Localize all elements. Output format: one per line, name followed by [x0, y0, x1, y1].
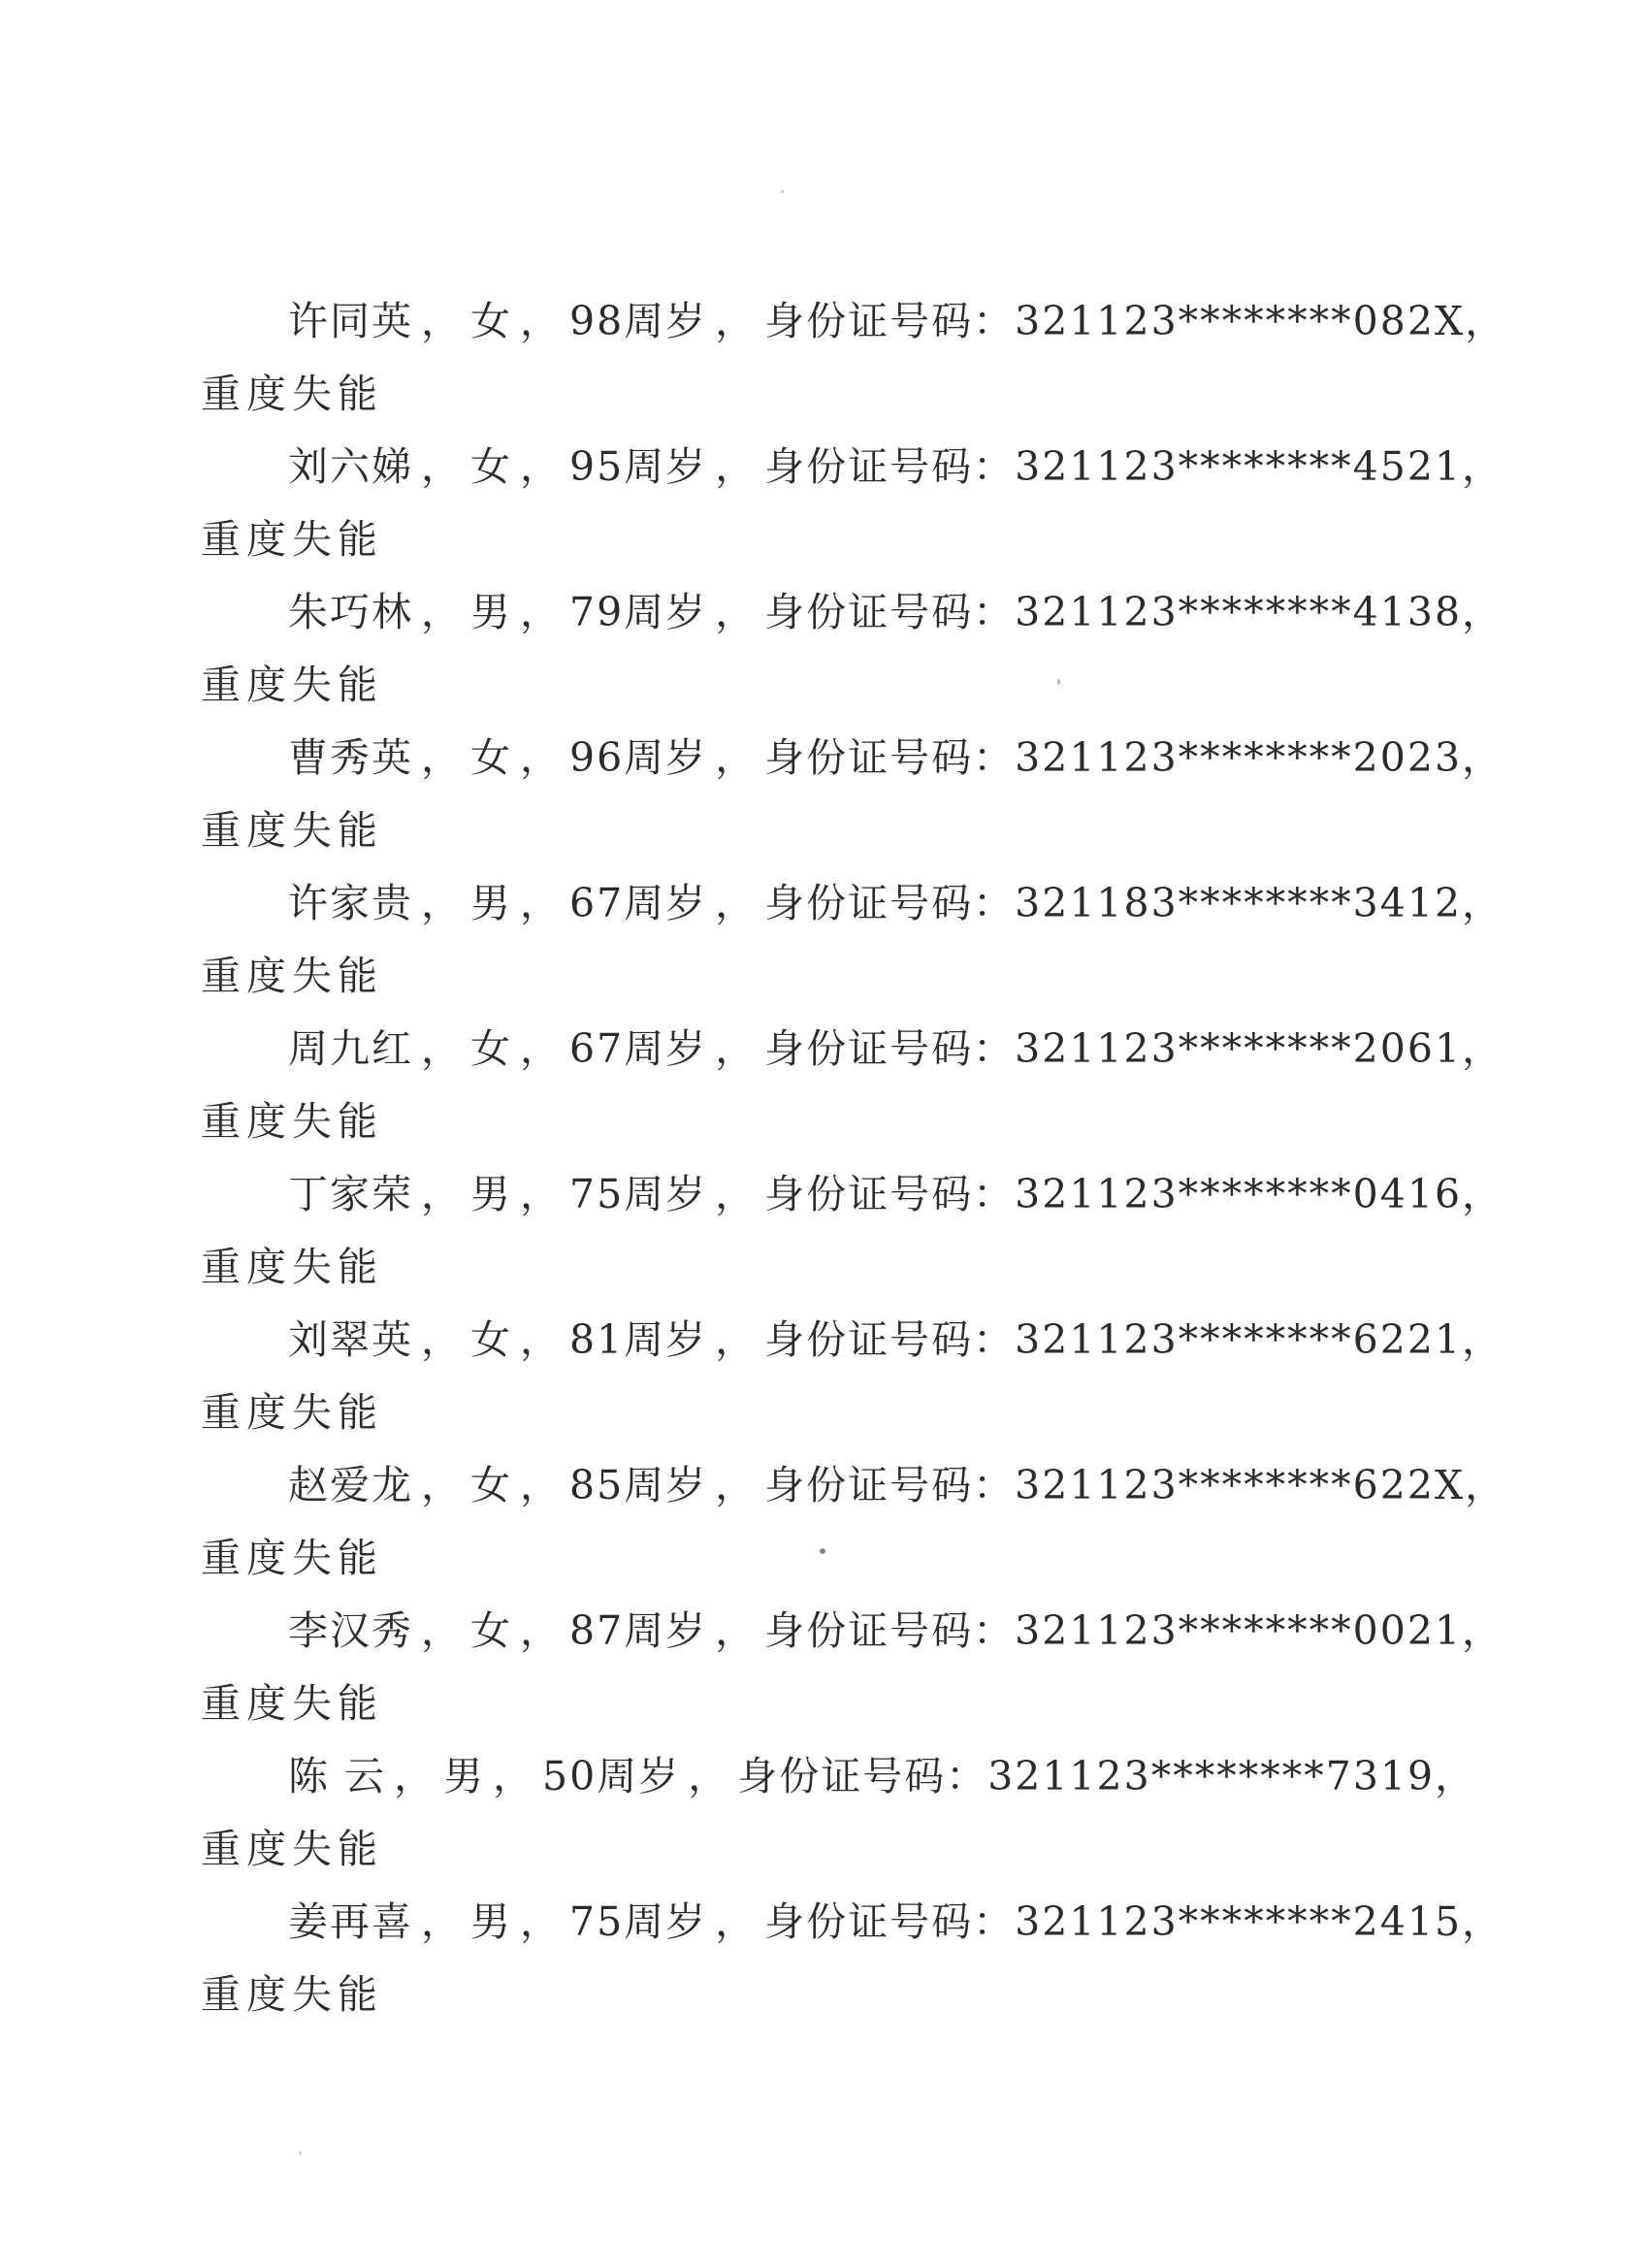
- trail-punct: ，: [1462, 880, 1504, 926]
- entry: [201, 1306, 1504, 1451]
- id-label: 身份证号码：: [764, 1171, 1016, 1217]
- entry-info-line: 许家贵 ， 男 ， 67周岁 ， 身份证号码：321183********3412，: [288, 880, 1504, 926]
- person-gender: 女: [470, 1316, 512, 1363]
- person-gender: 女: [470, 734, 512, 781]
- trail-punct: ，: [1465, 298, 1507, 344]
- entry-info-line: 丁家荣 ， 男 ， 75周岁 ， 身份证号码：321123********0416，: [288, 1171, 1504, 1217]
- person-name: 曹秀英: [288, 734, 413, 781]
- person-gender: 女: [470, 1025, 512, 1072]
- person-name: 赵爱龙: [288, 1462, 413, 1508]
- disability-status: 重度失能: [201, 1389, 383, 1436]
- id-label: 身份证号码：: [764, 1607, 1016, 1654]
- entry-info-line: 刘翠英 ， 女 ， 81周岁 ， 身份证号码：321123********6221，: [288, 1316, 1504, 1363]
- person-age: 75周岁: [569, 1898, 708, 1945]
- id-number: 321123********2415: [1015, 1898, 1463, 1945]
- entry: [201, 433, 1504, 578]
- id-number: 321123********622X: [1015, 1462, 1466, 1508]
- entry-info-line: 刘六娣 ， 女 ， 95周岁 ， 身份证号码：321123********4521，: [288, 443, 1504, 490]
- entry-info-line: 赵爱龙 ， 女 ， 85周岁 ， 身份证号码：321123********622X，: [288, 1462, 1507, 1508]
- disability-status: 重度失能: [201, 1971, 383, 2018]
- trail-punct: ，: [1462, 589, 1504, 635]
- id-number: 321123********4521: [1015, 443, 1463, 490]
- entry-info-line: 曹秀英 ， 女 ， 96周岁 ， 身份证号码：321123********2023，: [288, 734, 1504, 781]
- entry: [201, 1888, 1504, 2033]
- entry: [201, 1160, 1504, 1306]
- disability-status: 重度失能: [201, 662, 383, 708]
- person-name: 周九红: [288, 1025, 413, 1072]
- id-label: 身份证号码：: [764, 1462, 1016, 1508]
- entry-info-line: 许同英 ， 女 ， 98周岁 ， 身份证号码：321123********082X，: [288, 298, 1507, 344]
- trail-punct: ，: [1462, 1316, 1504, 1363]
- trail-punct: ，: [1462, 1898, 1504, 1945]
- id-label: 身份证号码：: [764, 1898, 1016, 1945]
- trail-punct: ，: [1435, 1753, 1477, 1799]
- id-number: 321123********4138: [1015, 589, 1463, 635]
- id-number: 321123********2023: [1015, 734, 1463, 781]
- person-gender: 女: [470, 1462, 512, 1508]
- id-label: 身份证号码：: [737, 1753, 988, 1799]
- entry: [201, 287, 1507, 433]
- entry: [201, 1742, 1477, 1888]
- disability-status: 重度失能: [201, 807, 383, 854]
- person-name: 陈 云: [288, 1753, 387, 1799]
- disability-status: 重度失能: [201, 371, 383, 417]
- person-gender: 男: [443, 1753, 486, 1799]
- person-age: 95周岁: [569, 443, 708, 490]
- disability-status: 重度失能: [201, 1680, 383, 1727]
- person-age: 87周岁: [569, 1607, 708, 1654]
- disability-status: 重度失能: [201, 516, 383, 563]
- disability-status: 重度失能: [201, 953, 383, 999]
- entry-info-line: 周九红 ， 女 ， 67周岁 ， 身份证号码：321123********2061，: [288, 1025, 1504, 1072]
- id-label: 身份证号码：: [764, 734, 1016, 781]
- person-name: 刘六娣: [288, 443, 413, 490]
- entry-list: [201, 287, 1507, 2033]
- disability-status: 重度失能: [201, 1535, 383, 1581]
- person-age: 79周岁: [569, 589, 708, 635]
- id-number: 321123********2061: [1015, 1025, 1463, 1072]
- person-name: 许家贵: [288, 880, 413, 926]
- entry-info-line: 姜再喜 ， 男 ， 75周岁 ， 身份证号码：321123********2415，: [288, 1898, 1504, 1945]
- id-label: 身份证号码：: [764, 589, 1016, 635]
- person-gender: 男: [470, 1171, 512, 1217]
- entry-info-line: 陈 云 ， 男 ， 50周岁 ， 身份证号码：321123********7319，: [288, 1753, 1477, 1799]
- entry-info-line: 李汉秀 ， 女 ， 87周岁 ， 身份证号码：321123********0021，: [288, 1607, 1504, 1654]
- person-name: 姜再喜: [288, 1898, 413, 1945]
- person-age: 81周岁: [569, 1316, 708, 1363]
- person-age: 67周岁: [569, 880, 708, 926]
- entry: [201, 1597, 1504, 1742]
- disability-status: 重度失能: [201, 1244, 383, 1290]
- person-name: 丁家荣: [288, 1171, 413, 1217]
- person-gender: 男: [470, 1898, 512, 1945]
- id-number: 321123********0416: [1015, 1171, 1463, 1217]
- entry: [201, 869, 1504, 1015]
- entry: [201, 724, 1504, 869]
- person-gender: 女: [470, 298, 512, 344]
- entry: [201, 1015, 1504, 1160]
- scan-speck: [781, 190, 784, 193]
- id-number: 321123********7319: [987, 1753, 1436, 1799]
- person-name: 李汉秀: [288, 1607, 413, 1654]
- person-age: 96周岁: [569, 734, 708, 781]
- trail-punct: ，: [1465, 1462, 1507, 1508]
- id-label: 身份证号码：: [764, 880, 1016, 926]
- person-age: 75周岁: [569, 1171, 708, 1217]
- trail-punct: ，: [1462, 734, 1504, 781]
- trail-punct: ，: [1462, 443, 1504, 490]
- id-number: 321123********0021: [1015, 1607, 1463, 1654]
- trail-punct: ，: [1462, 1025, 1504, 1072]
- person-gender: 男: [470, 880, 512, 926]
- id-label: 身份证号码：: [764, 1025, 1016, 1072]
- id-number: 321123********082X: [1015, 298, 1466, 344]
- person-age: 67周岁: [569, 1025, 708, 1072]
- person-age: 50周岁: [542, 1753, 681, 1799]
- id-number: 321183********3412: [1015, 880, 1463, 926]
- person-age: 85周岁: [569, 1462, 708, 1508]
- person-gender: 女: [470, 1607, 512, 1654]
- entry: [201, 1451, 1507, 1597]
- id-label: 身份证号码：: [764, 298, 1016, 344]
- entry: [201, 578, 1504, 724]
- trail-punct: ，: [1462, 1607, 1504, 1654]
- scan-speck: [299, 2152, 302, 2155]
- person-gender: 女: [470, 443, 512, 490]
- person-gender: 男: [470, 589, 512, 635]
- entry-info-line: 朱巧林 ， 男 ， 79周岁 ， 身份证号码：321123********4138，: [288, 589, 1504, 635]
- id-label: 身份证号码：: [764, 443, 1016, 490]
- trail-punct: ，: [1462, 1171, 1504, 1217]
- person-age: 98周岁: [569, 298, 708, 344]
- id-number: 321123********6221: [1015, 1316, 1463, 1363]
- disability-status: 重度失能: [201, 1826, 383, 1872]
- person-name: 朱巧林: [288, 589, 413, 635]
- id-label: 身份证号码：: [764, 1316, 1016, 1363]
- disability-status: 重度失能: [201, 1098, 383, 1145]
- person-name: 许同英: [288, 298, 413, 344]
- person-name: 刘翠英: [288, 1316, 413, 1363]
